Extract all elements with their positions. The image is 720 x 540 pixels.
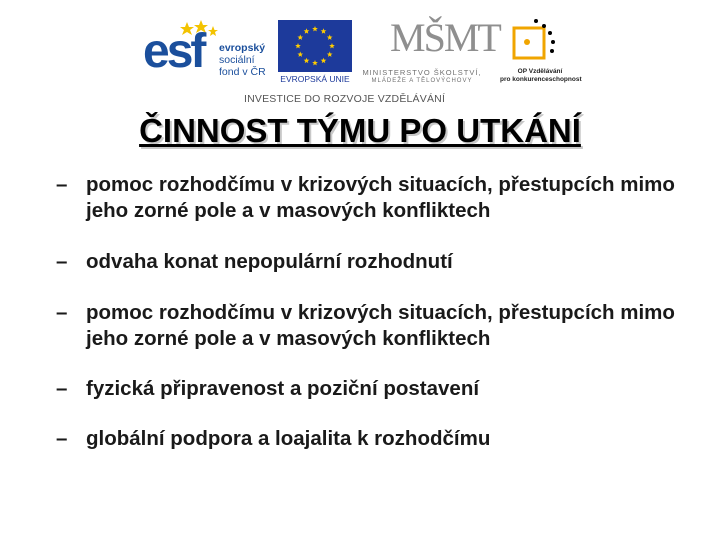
opvk-logo: [500, 18, 580, 88]
bullet-item: [56, 376, 686, 402]
eu-star-icon: [321, 28, 327, 33]
esf-line3: fond v ČR: [219, 66, 266, 78]
esf-logo: [143, 20, 269, 86]
opvk-line1: OP Vzdělávání: [517, 68, 563, 75]
eu-star-icon: [312, 26, 318, 31]
bullet-item: [56, 300, 686, 352]
eu-caption: EVROPSKÁ UNIE: [280, 74, 350, 84]
bullet-text: globální podpora a loajalita k rozhodčímu: [86, 427, 491, 450]
opvk-line2: pro konkurenceschopnost: [500, 76, 582, 83]
msmt-logo: [356, 15, 500, 96]
bullet-dash: –: [56, 301, 68, 324]
eu-flag-icon: [278, 20, 352, 72]
slide-title: ČINNOST TÝMU PO UTKÁNÍ: [139, 112, 581, 149]
bullet-dash: –: [56, 427, 68, 450]
bullet-text: fyzická připravenost a poziční postavení: [86, 377, 480, 400]
esf-text: [219, 42, 266, 78]
eu-star-icon: [295, 43, 301, 48]
bullet-item: [56, 249, 686, 275]
eu-star-icon: [327, 35, 333, 40]
eu-star-icon: [297, 35, 303, 40]
eu-star-icon: [304, 28, 310, 33]
bullet-dash: –: [56, 173, 68, 196]
bullet-dash: –: [56, 250, 68, 273]
investice-tagline: INVESTICE DO ROZVOJE VZDĚLÁVÁNÍ: [244, 93, 446, 105]
bullet-text: pomoc rozhodčímu v krizových situacích, přestupcích mimo jeho zorné pole a v masových konfliktech: [86, 301, 675, 350]
bullet-text: odvaha konat nepopulární rozhodnutí: [86, 250, 453, 273]
logo-bar: [0, 0, 720, 108]
eu-star-icon: [321, 58, 327, 63]
opvk-emblem-icon: [500, 18, 580, 66]
eu-logo: [274, 20, 356, 86]
eu-star-icon: [297, 52, 303, 57]
msmt-mark: MŠMT: [390, 15, 500, 60]
eu-star-icon: [329, 43, 335, 48]
esf-line1: evropský: [219, 42, 266, 54]
eu-star-icon: [304, 58, 310, 63]
bullet-dash: –: [56, 377, 68, 400]
msmt-line2: MLÁDEŽE A TĚLOVÝCHOVY: [371, 78, 473, 84]
bullet-text: pomoc rozhodčímu v krizových situacích, přestupcích mimo jeho zorné pole a v masových konfliktech: [86, 173, 675, 222]
eu-star-icon: [327, 52, 333, 57]
msmt-line1: MINISTERSTVO ŠKOLSTVÍ,: [362, 68, 482, 77]
esf-mark: esf: [143, 25, 204, 78]
bullet-list: [56, 172, 686, 452]
bullet-item: [56, 172, 686, 224]
esf-line2: sociální: [219, 54, 255, 66]
eu-star-icon: [312, 60, 318, 65]
bullet-item: [56, 426, 686, 452]
